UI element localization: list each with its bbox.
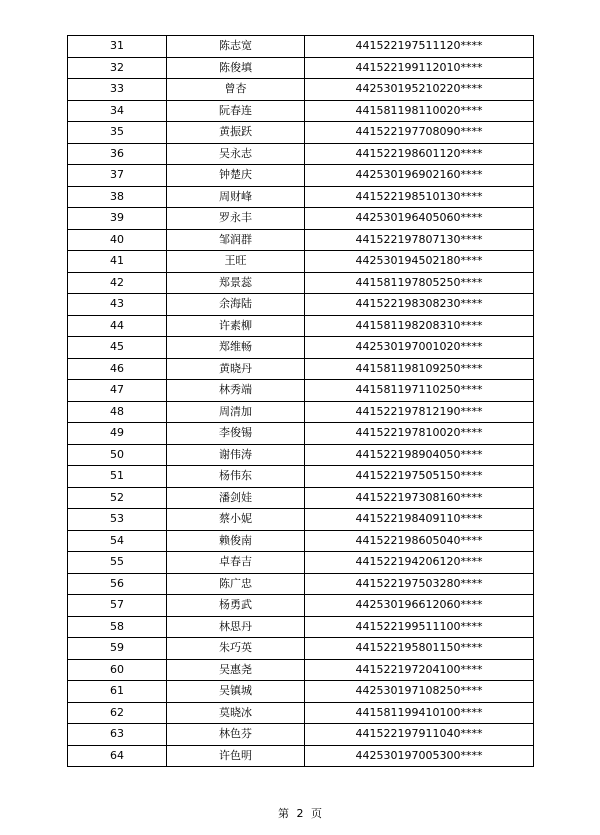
table-row [68,702,534,724]
row-number-cell: 58 [68,616,167,638]
table-row [68,186,534,208]
table-row [68,487,534,509]
row-number-cell: 42 [68,272,167,294]
row-number-cell: 36 [68,143,167,165]
table-row [68,272,534,294]
row-number-cell: 53 [68,509,167,531]
id-number-cell: 442530197001020**** [305,337,534,359]
row-number-cell: 50 [68,444,167,466]
name-cell: 李俊锡 [167,423,305,445]
name-cell: 赖俊南 [167,530,305,552]
table-row [68,337,534,359]
name-cell: 吴惠尧 [167,659,305,681]
table-row [68,294,534,316]
row-number-cell: 31 [68,36,167,58]
row-number-cell: 63 [68,724,167,746]
page-number: 2 [296,807,304,820]
id-number-cell: 442530197005300**** [305,745,534,767]
row-number-cell: 47 [68,380,167,402]
name-cell: 周清加 [167,401,305,423]
name-cell: 郑景蕊 [167,272,305,294]
row-number-cell: 46 [68,358,167,380]
row-number-cell: 32 [68,57,167,79]
row-number-cell: 54 [68,530,167,552]
table-row [68,509,534,531]
row-number-cell: 33 [68,79,167,101]
table-row [68,659,534,681]
name-cell: 邹润群 [167,229,305,251]
row-number-cell: 51 [68,466,167,488]
row-number-cell: 45 [68,337,167,359]
row-number-cell: 61 [68,681,167,703]
id-number-cell: 441522198510130**** [305,186,534,208]
id-number-cell: 441522198601120**** [305,143,534,165]
row-number-cell: 34 [68,100,167,122]
table-row [68,79,534,101]
row-number-cell: 35 [68,122,167,144]
id-number-cell: 442530194502180**** [305,251,534,273]
name-cell: 林秀端 [167,380,305,402]
name-cell: 黄晓丹 [167,358,305,380]
id-number-cell: 441522197812190**** [305,401,534,423]
table-row [68,57,534,79]
table-row [68,573,534,595]
table-row [68,380,534,402]
table-row [68,229,534,251]
row-number-cell: 48 [68,401,167,423]
name-cell: 蔡小妮 [167,509,305,531]
name-cell: 吴镇城 [167,681,305,703]
name-cell: 许色明 [167,745,305,767]
id-number-cell: 441522199112010**** [305,57,534,79]
row-number-cell: 49 [68,423,167,445]
table-row [68,466,534,488]
name-cell: 陈俊填 [167,57,305,79]
row-number-cell: 64 [68,745,167,767]
name-cell: 朱巧英 [167,638,305,660]
table-row [68,595,534,617]
id-number-cell: 441522197911040**** [305,724,534,746]
table-row [68,530,534,552]
roster-table-body [68,36,534,767]
row-number-cell: 62 [68,702,167,724]
id-number-cell: 441522197810020**** [305,423,534,445]
id-number-cell: 441522198409110**** [305,509,534,531]
table-row [68,745,534,767]
id-number-cell: 441522197503280**** [305,573,534,595]
id-number-cell: 441581199410100**** [305,702,534,724]
table-row [68,724,534,746]
id-number-cell: 442530197108250**** [305,681,534,703]
name-cell: 罗永丰 [167,208,305,230]
table-row [68,423,534,445]
id-number-cell: 442530196405060**** [305,208,534,230]
table-row [68,315,534,337]
name-cell: 许素柳 [167,315,305,337]
id-number-cell: 441522197505150**** [305,466,534,488]
name-cell: 杨勇武 [167,595,305,617]
table-row [68,143,534,165]
page-footer [0,807,600,821]
id-number-cell: 441522198308230**** [305,294,534,316]
id-number-cell: 441522197807130**** [305,229,534,251]
page-label-prefix: 第 [278,807,289,820]
name-cell: 杨伟东 [167,466,305,488]
row-number-cell: 44 [68,315,167,337]
name-cell: 莫晓冰 [167,702,305,724]
row-number-cell: 52 [68,487,167,509]
row-number-cell: 43 [68,294,167,316]
row-number-cell: 40 [68,229,167,251]
row-number-cell: 56 [68,573,167,595]
name-cell: 郑维畅 [167,337,305,359]
id-number-cell: 441522195801150**** [305,638,534,660]
id-number-cell: 441581198109250**** [305,358,534,380]
row-number-cell: 59 [68,638,167,660]
id-number-cell: 441581197805250**** [305,272,534,294]
row-number-cell: 41 [68,251,167,273]
name-cell: 陈广忠 [167,573,305,595]
id-number-cell: 441522197708090**** [305,122,534,144]
row-number-cell: 60 [68,659,167,681]
id-number-cell: 441581198110020**** [305,100,534,122]
row-number-cell: 37 [68,165,167,187]
table-row [68,122,534,144]
id-number-cell: 442530195210220**** [305,79,534,101]
name-cell: 陈志宽 [167,36,305,58]
roster-table [67,35,534,767]
name-cell: 黄振跃 [167,122,305,144]
name-cell: 阮春连 [167,100,305,122]
name-cell: 钟楚庆 [167,165,305,187]
name-cell: 林色芬 [167,724,305,746]
table-row [68,36,534,58]
id-number-cell: 441522197204100**** [305,659,534,681]
row-number-cell: 38 [68,186,167,208]
row-number-cell: 39 [68,208,167,230]
name-cell: 潘剑娃 [167,487,305,509]
id-number-cell: 441581197110250**** [305,380,534,402]
name-cell: 卓春吉 [167,552,305,574]
table-row [68,100,534,122]
name-cell: 林思丹 [167,616,305,638]
name-cell: 吴永志 [167,143,305,165]
table-row [68,638,534,660]
id-number-cell: 441522198605040**** [305,530,534,552]
id-number-cell: 441581198208310**** [305,315,534,337]
id-number-cell: 441522197511120**** [305,36,534,58]
id-number-cell: 441522199511100**** [305,616,534,638]
table-row [68,208,534,230]
id-number-cell: 441522198904050**** [305,444,534,466]
id-number-cell: 441522194206120**** [305,552,534,574]
name-cell: 余海陆 [167,294,305,316]
id-number-cell: 442530196902160**** [305,165,534,187]
name-cell: 曾杏 [167,79,305,101]
table-row [68,444,534,466]
row-number-cell: 57 [68,595,167,617]
table-row [68,552,534,574]
page-label-suffix: 页 [311,807,322,820]
id-number-cell: 441522197308160**** [305,487,534,509]
table-row [68,251,534,273]
table-row [68,358,534,380]
row-number-cell: 55 [68,552,167,574]
name-cell: 周财峰 [167,186,305,208]
table-row [68,681,534,703]
table-row [68,165,534,187]
name-cell: 王旺 [167,251,305,273]
name-cell: 谢伟涛 [167,444,305,466]
table-row [68,401,534,423]
table-row [68,616,534,638]
id-number-cell: 442530196612060**** [305,595,534,617]
